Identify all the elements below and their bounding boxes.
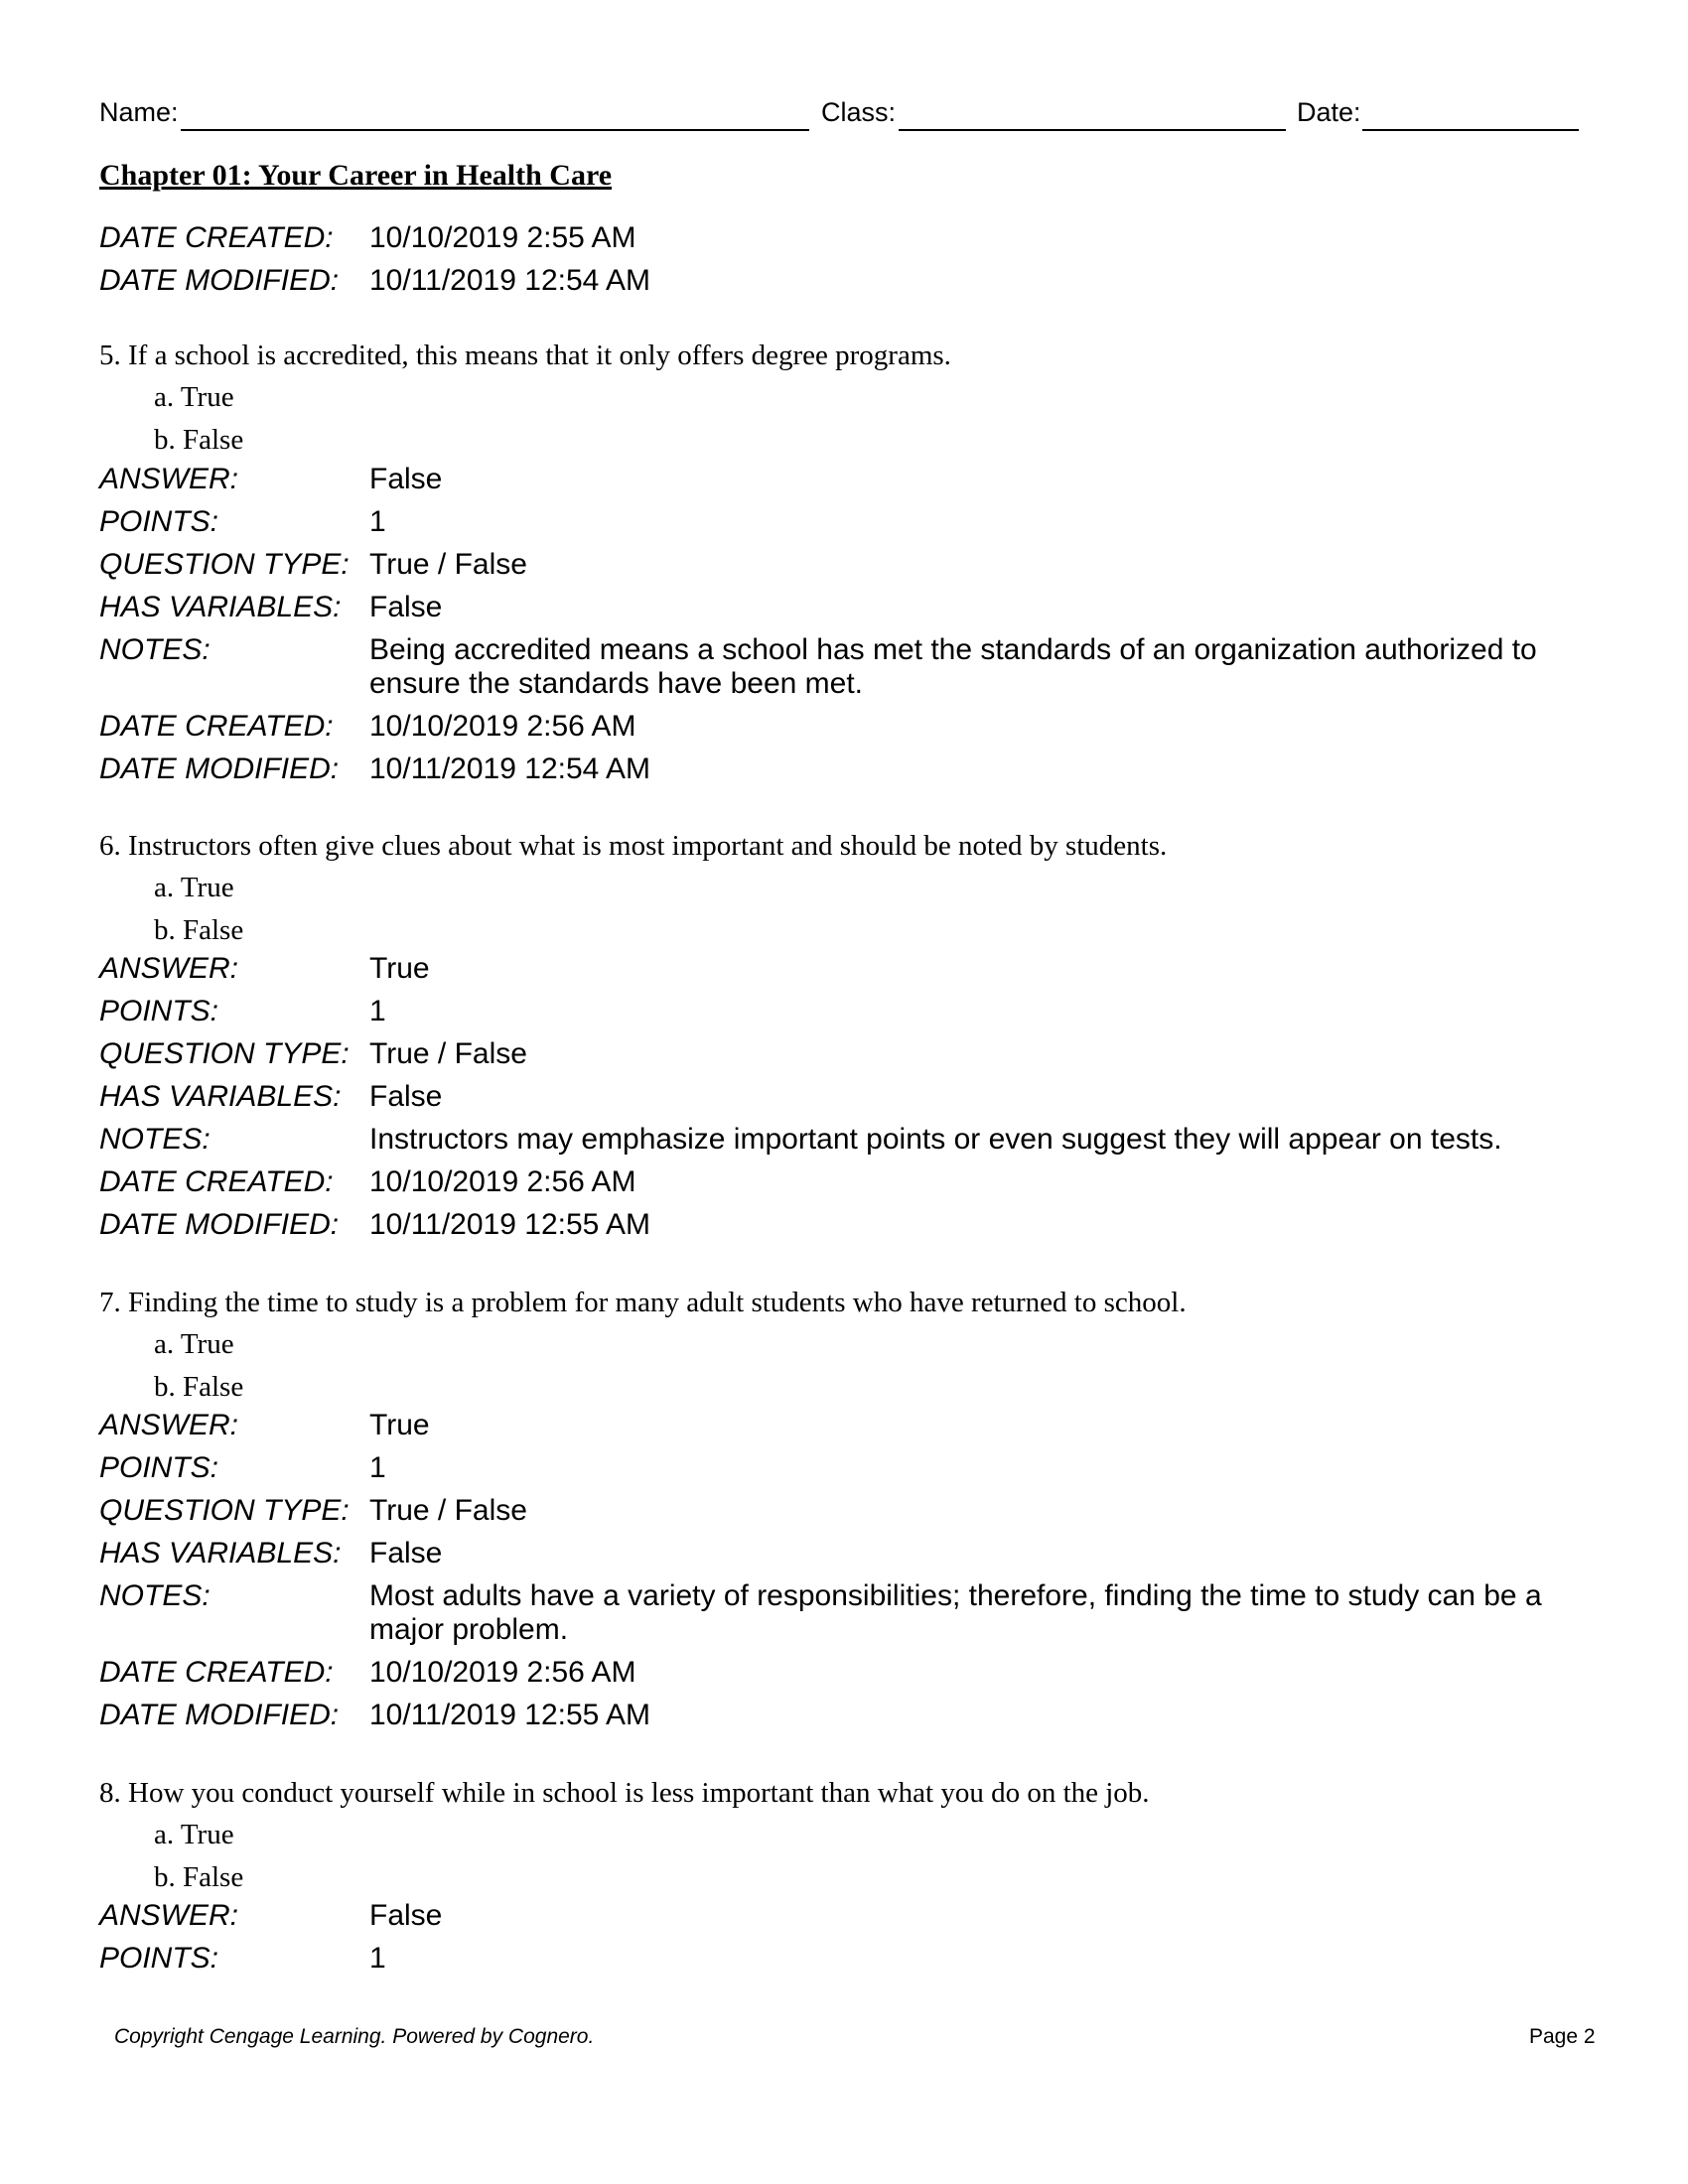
answer-label: ANSWER: bbox=[99, 1899, 239, 1932]
notes-value: Being accredited means a school has met the standards of an organization authorized to ensure the standards have been met. bbox=[369, 633, 1537, 700]
option-b: b. False bbox=[154, 914, 244, 946]
question-7 bbox=[99, 1282, 1579, 1409]
answer-value: True bbox=[369, 1409, 430, 1441]
question-type-label: QUESTION TYPE: bbox=[99, 1494, 350, 1527]
notes-label: NOTES: bbox=[99, 1123, 211, 1156]
option-b: b. False bbox=[154, 424, 244, 456]
class-label: Class: bbox=[821, 97, 897, 127]
answer-label: ANSWER: bbox=[99, 952, 239, 985]
points-label: POINTS: bbox=[99, 505, 219, 538]
date-created-value: 10/10/2019 2:55 AM bbox=[369, 221, 636, 254]
name-blank-line bbox=[181, 129, 809, 131]
option-a: a. True bbox=[154, 1328, 234, 1360]
question-text: 6. Instructors often give clues about what is most important and should be noted by students. bbox=[99, 830, 1168, 862]
notes-value: Most adults have a variety of responsibilities; therefore, finding the time to study can be a major problem. bbox=[369, 1579, 1542, 1646]
date-created-label: DATE CREATED: bbox=[99, 221, 334, 254]
question-text: 5. If a school is accredited, this means that it only offers degree programs. bbox=[99, 340, 951, 371]
chapter-title: Chapter 01: Your Career in Health Care bbox=[99, 159, 613, 192]
date-modified-label: DATE MODIFIED: bbox=[99, 1208, 340, 1241]
option-a: a. True bbox=[154, 872, 234, 903]
option-b: b. False bbox=[154, 1861, 244, 1893]
points-value: 1 bbox=[369, 995, 386, 1027]
question-6-meta bbox=[99, 947, 1579, 1246]
has-variables-value: False bbox=[369, 1537, 443, 1570]
date-modified-value: 10/11/2019 12:54 AM bbox=[369, 752, 651, 785]
notes-label: NOTES: bbox=[99, 633, 211, 666]
date-created-value: 10/10/2019 2:56 AM bbox=[369, 710, 636, 743]
has-variables-label: HAS VARIABLES: bbox=[99, 1537, 342, 1570]
date-created-label: DATE CREATED: bbox=[99, 710, 334, 743]
question-8 bbox=[99, 1772, 1579, 1899]
option-a: a. True bbox=[154, 1819, 234, 1850]
name-label: Name: bbox=[99, 97, 179, 127]
date-created-label: DATE CREATED: bbox=[99, 1165, 334, 1198]
notes-value: Instructors may emphasize important points or even suggest they will appear on tests. bbox=[369, 1123, 1502, 1156]
page-number: Page 2 bbox=[1529, 2025, 1596, 2048]
question-6 bbox=[99, 825, 1579, 952]
previous-question-meta bbox=[99, 216, 1579, 302]
points-value: 1 bbox=[369, 1942, 386, 1975]
option-b: b. False bbox=[154, 1371, 244, 1403]
points-label: POINTS: bbox=[99, 1451, 219, 1484]
date-modified-label: DATE MODIFIED: bbox=[99, 264, 340, 297]
question-5-meta bbox=[99, 458, 1579, 790]
date-modified-label: DATE MODIFIED: bbox=[99, 752, 340, 785]
question-type-value: True / False bbox=[369, 548, 527, 581]
question-type-label: QUESTION TYPE: bbox=[99, 548, 350, 581]
date-modified-value: 10/11/2019 12:54 AM bbox=[369, 264, 651, 297]
has-variables-value: False bbox=[369, 1080, 443, 1113]
answer-label: ANSWER: bbox=[99, 1409, 239, 1441]
question-text: 8. How you conduct yourself while in school is less important than what you do on the job. bbox=[99, 1777, 1150, 1809]
question-5 bbox=[99, 335, 1579, 462]
date-blank-line bbox=[1362, 129, 1579, 131]
answer-value: False bbox=[369, 463, 443, 495]
has-variables-value: False bbox=[369, 591, 443, 623]
copyright-footer: Copyright Cengage Learning. Powered by Cognero. bbox=[114, 2025, 595, 2048]
notes-label: NOTES: bbox=[99, 1579, 211, 1612]
question-text: 7. Finding the time to study is a problem for many adult students who have returned to school. bbox=[99, 1287, 1187, 1318]
question-8-meta bbox=[99, 1894, 1579, 1979]
question-type-value: True / False bbox=[369, 1494, 527, 1527]
answer-label: ANSWER: bbox=[99, 463, 239, 495]
answer-value: True bbox=[369, 952, 430, 985]
answer-value: False bbox=[369, 1899, 443, 1932]
date-modified-value: 10/11/2019 12:55 AM bbox=[369, 1208, 651, 1241]
date-created-value: 10/10/2019 2:56 AM bbox=[369, 1656, 636, 1689]
date-created-value: 10/10/2019 2:56 AM bbox=[369, 1165, 636, 1198]
question-type-label: QUESTION TYPE: bbox=[99, 1037, 350, 1070]
date-modified-value: 10/11/2019 12:55 AM bbox=[369, 1699, 651, 1731]
points-label: POINTS: bbox=[99, 995, 219, 1027]
question-7-meta bbox=[99, 1404, 1579, 1736]
option-a: a. True bbox=[154, 381, 234, 413]
has-variables-label: HAS VARIABLES: bbox=[99, 1080, 342, 1113]
date-label: Date: bbox=[1297, 97, 1361, 127]
has-variables-label: HAS VARIABLES: bbox=[99, 591, 342, 623]
points-value: 1 bbox=[369, 505, 386, 538]
points-value: 1 bbox=[369, 1451, 386, 1484]
date-modified-label: DATE MODIFIED: bbox=[99, 1699, 340, 1731]
date-created-label: DATE CREATED: bbox=[99, 1656, 334, 1689]
student-info-header bbox=[99, 97, 1579, 137]
question-type-value: True / False bbox=[369, 1037, 527, 1070]
class-blank-line bbox=[899, 129, 1286, 131]
points-label: POINTS: bbox=[99, 1942, 219, 1975]
